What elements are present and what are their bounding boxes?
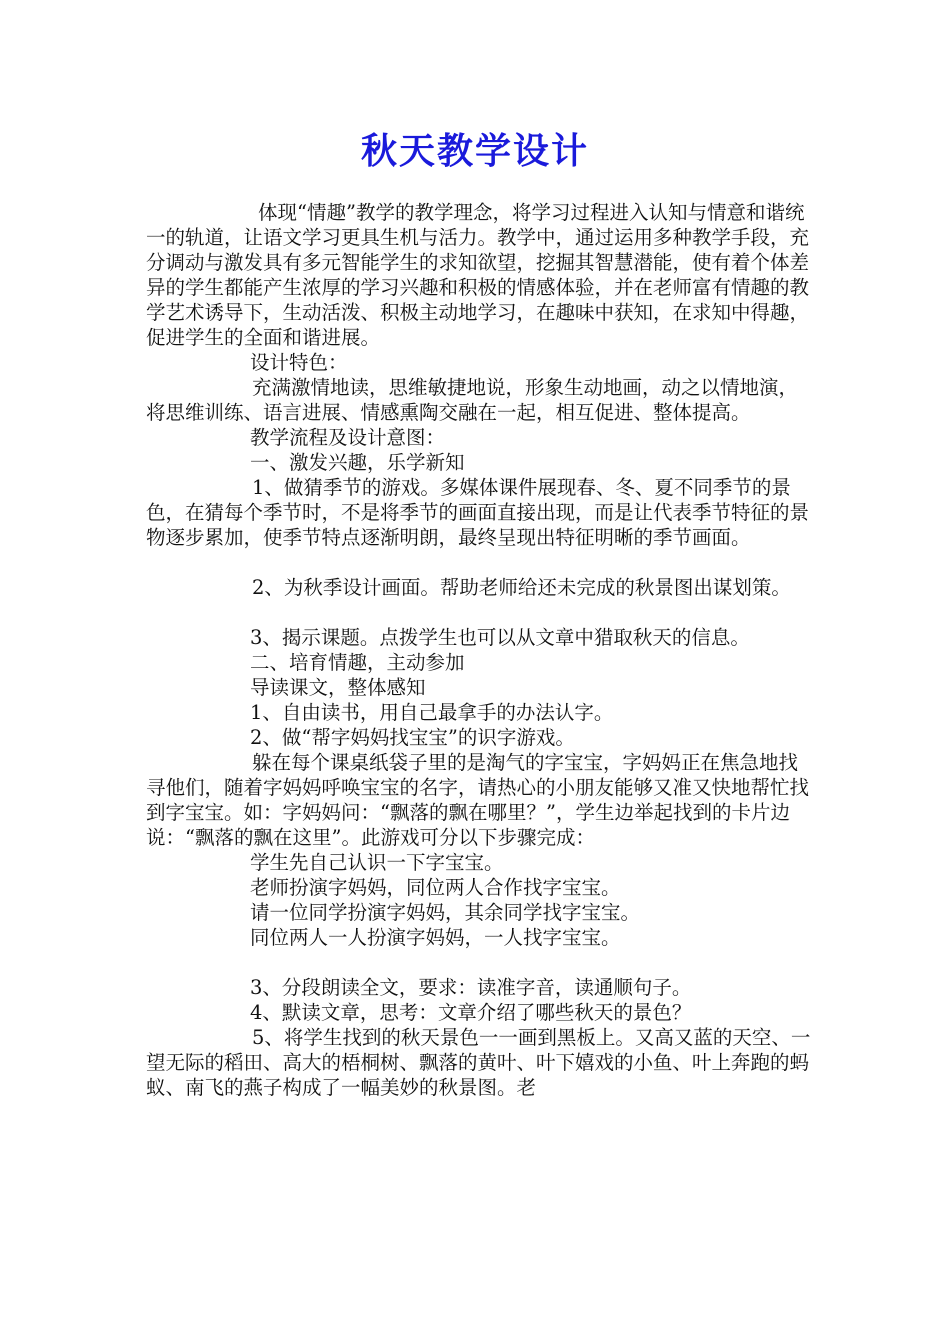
list-item: 1、做猜季节的游戏。多媒体课件展现春、冬、夏不同季节的景色，在猜每个季节时，不是将季节的画面直接出现，而是让代表季节特征的景物逐步累加，使季节特点逐渐明朗，最终呈现出特征明晰的季节画面。 [146, 476, 810, 549]
step-item: 同位两人一人扮演字妈妈，一人找字宝宝。 [250, 926, 621, 949]
list-item: 5、将学生找到的秋天景色一一画到黑板上。又高又蓝的天空、一望无际的稻田、高大的梧桐树、飘落的黄叶、叶下嬉戏的小鱼、叶上奔跑的蚂蚁、南飞的燕子构成了一幅美妙的秋景图。老 [146, 1026, 811, 1099]
feature-paragraph: 充满激情地读，思维敏捷地说，形象生动地画，动之以情地演，将思维训练、语言进展、情感熏陶交融在一起，相互促进、整体提高。 [146, 376, 799, 424]
blank-line [146, 950, 814, 975]
step-item: 请一位同学扮演字妈妈，其余同学找字宝宝。 [250, 901, 641, 924]
document-title: 秋天教学设计 [360, 131, 589, 172]
flow-heading: 教学流程及设计意图： [250, 426, 446, 449]
blank-line [146, 600, 814, 625]
feature-heading: 设计特色： [250, 351, 348, 374]
step-item: 老师扮演字妈妈，同位两人合作找字宝宝。 [250, 876, 621, 899]
document-body [146, 200, 814, 1100]
sub-heading: 导读课文，整体感知 [250, 676, 426, 699]
list-item: 1、自由读书，用自己最拿手的办法认字。 [250, 701, 614, 724]
list-item: 2、为秋季设计画面。帮助老师给还未完成的秋景图出谋划策。 [252, 576, 791, 599]
step-item: 学生先自己认识一下字宝宝。 [250, 851, 504, 874]
list-item: 3、分段朗读全文，要求：读准字音，读通顺句子。 [250, 976, 692, 999]
section-heading-2: 二、培育情趣，主动参加 [250, 651, 465, 674]
blank-line [146, 550, 814, 575]
intro-paragraph: 体现“情趣”教学的教学理念，将学习过程进入认知与情意和谐统一的轨道，让语文学习更具生机与活力。教学中，通过运用多种教学手段，充分调动与激发具有多元智能学生的求知欲望，挖掘其智慧潜能，使有着个体差异的学生都能产生浓厚的学习兴趣和积极的情感体验，并在老师富有情趣的教学艺术诱导下，生动活泼、积极主动地学习，在趣味中获知，在求知中得趣，促进学生的全面和谐进展。 [146, 201, 810, 349]
game-paragraph: 躲在每个课桌纸袋子里的是淘气的字宝宝，字妈妈正在焦急地找寻他们，随着字妈妈呼唤宝宝的名字，请热心的小朋友能够又准又快地帮忙找到字宝宝。如：字妈妈问：“飘落的飘在哪里？”，学生边举起找到的卡片边说：“飘落的飘在这里”。此游戏可分以下步骤完成： [146, 751, 810, 849]
list-item: 2、做“帮字妈妈找宝宝”的识字游戏。 [250, 726, 575, 749]
list-item: 4、默读文章，思考：文章介绍了哪些秋天的景色？ [250, 1001, 692, 1024]
list-item: 3、揭示课题。点拨学生也可以从文章中猎取秋天的信息。 [250, 626, 750, 649]
section-heading-1: 一、激发兴趣，乐学新知 [250, 451, 465, 474]
